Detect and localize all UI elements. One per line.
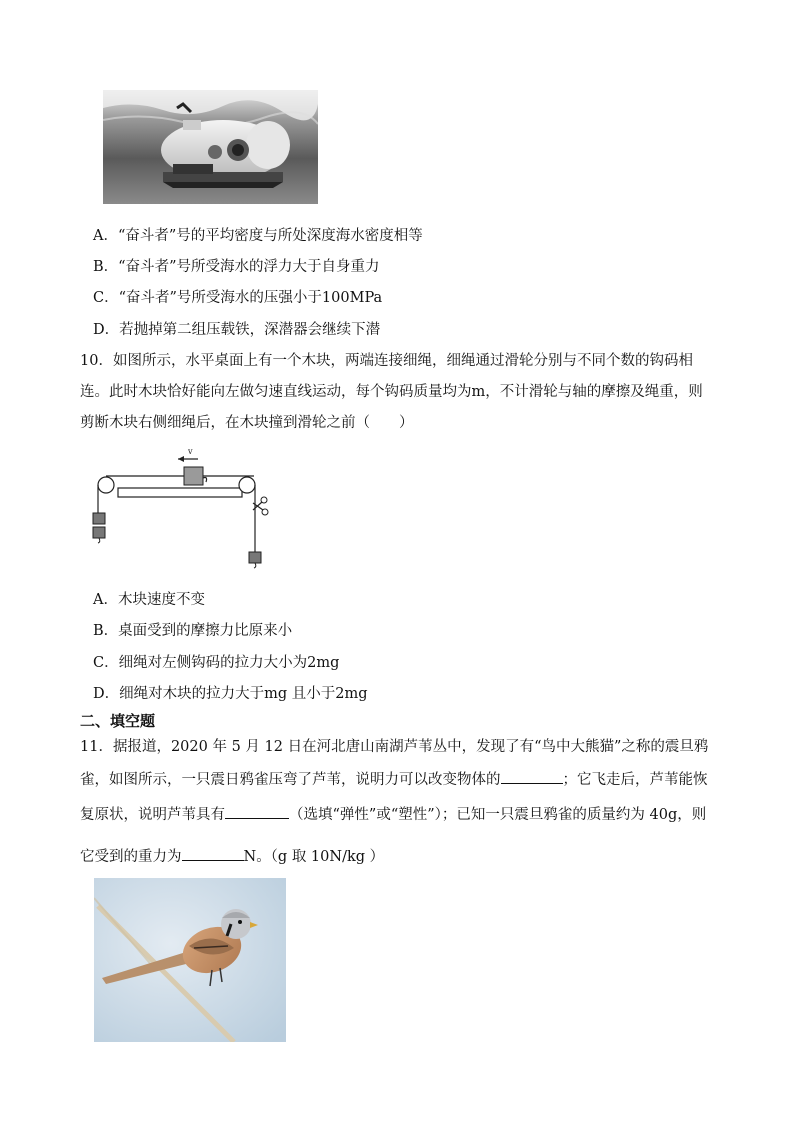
answer-blank-3[interactable] [182,845,244,861]
bearded-parrotbill-photo [94,878,286,1042]
q11-line-2-text-b: ；它飞走后，芦苇能恢 [562,772,708,788]
q10-stem-line-1: 10．如图所示，水平桌面上有一个木块，两端连接细绳，细绳通过滑轮分别与不同个数的钩码相 [80,353,693,369]
q11-line-3-text-a: 复原状，说明芦苇具有 [80,807,225,823]
left-weight-1 [93,513,105,524]
q11-line-1: 11．据报道，2020 年 5 月 12 日在河北唐山南湖芦苇丛中，发现了有“鸟中大熊猫”之称的震旦鸦 [80,739,709,755]
right-weight [249,552,261,563]
q11-line-2 [80,768,708,790]
q11-line-2-text-a: 雀，如图所示，一只震日鸦雀压弯了芦苇，说明力可以改变物体的 [80,772,501,788]
q11-line-4 [80,845,384,867]
pulley-diagram [92,448,282,573]
q11-line-3-text-b: （选填“弹性”或“塑性”）；已知一只震旦鸦雀的质量约为 40g，则 [289,807,707,823]
q10-option-a: A．木块速度不变 [93,592,205,608]
table-top [118,488,242,497]
q9-option-c: C．“奋斗者”号所受海水的压强小于100MPa [93,290,383,306]
wooden-block [184,467,203,485]
left-pulley [98,477,114,493]
q11-line-4-text-a: 它受到的重力为 [80,849,182,865]
q9-option-a: A．“奋斗者”号的平均密度与所处深度海水密度相等 [93,228,423,244]
answer-blank-2[interactable] [225,803,289,819]
q9-option-d: D．若抛掉第二组压载铁，深潜器会继续下潜 [93,322,381,338]
q10-option-c: C．细绳对左侧钩码的拉力大小为2mg [93,655,340,671]
right-pulley [239,477,255,493]
answer-blank-1[interactable] [501,768,563,784]
q10-stem-line-2: 连。此时木块恰好能向左做匀速直线运动，每个钩码质量均为m，不计滑轮与轴的摩擦及绳重，则 [80,384,703,400]
velocity-label: v [188,448,193,456]
left-weight-2 [93,527,105,538]
q11-line-4-text-b: N。（g 取 10N/kg ） [243,849,385,865]
q10-option-b: B．桌面受到的摩擦力比原来小 [93,623,293,639]
q10-option-d: D．细绳对木块的拉力大于mg 且小于2mg [93,686,368,702]
submersible-photo [103,90,318,204]
section-heading: 二、填空题 [80,712,156,730]
q11-line-3 [80,803,706,825]
q9-option-b: B．“奋斗者”号所受海水的浮力大于自身重力 [93,259,380,275]
q10-stem-line-3: 剪断木块右侧细绳后，在木块撞到滑轮之前（ ） [80,415,414,431]
